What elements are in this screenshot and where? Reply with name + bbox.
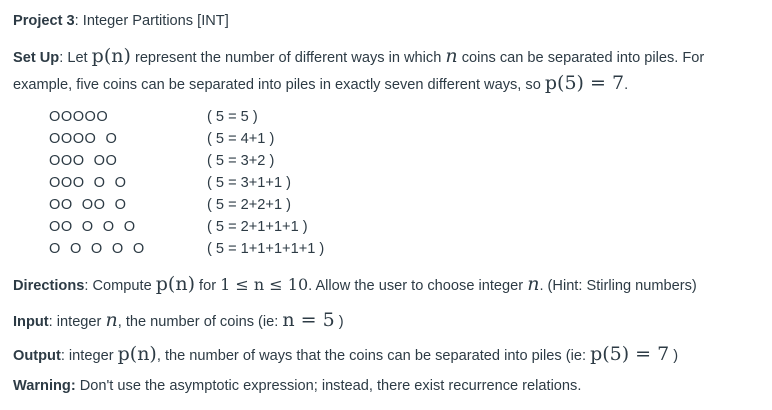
setup-p5: p(5) = 7	[544, 72, 625, 94]
partition-coins: OOOO O	[49, 131, 118, 147]
directions-label: Directions	[13, 278, 85, 294]
setup-pn: p(n)	[91, 45, 131, 67]
partition-coins: O O O O O	[49, 241, 145, 257]
output-label: Output	[13, 348, 61, 364]
directions-text-4: . (Hint: Stirling numbers)	[539, 278, 697, 294]
setup-period: .	[624, 77, 629, 93]
partition-expr: ( 5 = 5 )	[207, 109, 258, 125]
directions-text-2: for	[195, 278, 221, 294]
warning-line	[13, 378, 581, 394]
partition-coins: OOO O O	[49, 175, 127, 191]
input-text-2: , the number of coins (ie:	[117, 314, 283, 330]
output-close: )	[669, 348, 679, 364]
partition-coins: OOOOO	[49, 109, 109, 125]
partition-expr: ( 5 = 3+1+1 )	[207, 175, 291, 191]
project-title-bold: Project 3	[13, 13, 75, 29]
input-close: )	[334, 314, 344, 330]
output-text-1: : integer	[60, 348, 118, 364]
input-text-1: : integer	[48, 314, 106, 330]
output-text-2: , the number of ways that the coins can be separated into piles (ie:	[156, 348, 591, 364]
directions-range: 1 ≤ n ≤ 10	[220, 275, 309, 294]
input-example: n = 5	[282, 309, 335, 331]
setup-n: n	[445, 45, 458, 67]
partition-coins: OOO OO	[49, 153, 118, 169]
warning-text: Don't use the asymptotic expression; instead, there exist recurrence relations.	[75, 378, 582, 394]
output-line	[13, 343, 678, 365]
setup-label: Set Up	[13, 50, 60, 66]
partition-expr: ( 5 = 2+2+1 )	[207, 197, 291, 213]
setup-text-3: coins can be separated into piles. For	[457, 50, 705, 66]
input-label: Input	[13, 314, 49, 330]
setup-line-1	[13, 45, 704, 67]
partition-coins: OO OO O	[49, 197, 127, 213]
directions-text-1: : Compute	[84, 278, 156, 294]
partition-expr: ( 5 = 2+1+1+1 )	[207, 219, 308, 235]
setup-line-2-text: example, five coins can be separated into piles in exactly seven different ways, so	[13, 77, 545, 93]
warning-label: Warning:	[13, 378, 76, 394]
input-n: n	[105, 309, 118, 331]
setup-text-2: represent the number of different ways in which	[130, 50, 446, 66]
setup-line-2	[13, 72, 628, 94]
directions-text-3: . Allow the user to choose integer	[308, 278, 528, 294]
directions-line	[13, 273, 697, 295]
partition-coins: OO O O O	[49, 219, 136, 235]
output-pn: p(n)	[117, 343, 157, 365]
partition-expr: ( 5 = 1+1+1+1+1 )	[207, 241, 325, 257]
output-example: p(5) = 7	[590, 343, 670, 365]
input-line	[13, 309, 344, 331]
setup-text-1: : Let	[59, 50, 92, 66]
directions-n: n	[527, 273, 540, 295]
project-title	[13, 13, 229, 29]
partition-expr: ( 5 = 4+1 )	[207, 131, 275, 147]
partition-expr: ( 5 = 3+2 )	[207, 153, 275, 169]
directions-pn: p(n)	[155, 273, 195, 295]
project-title-rest: : Integer Partitions [INT]	[74, 13, 229, 29]
